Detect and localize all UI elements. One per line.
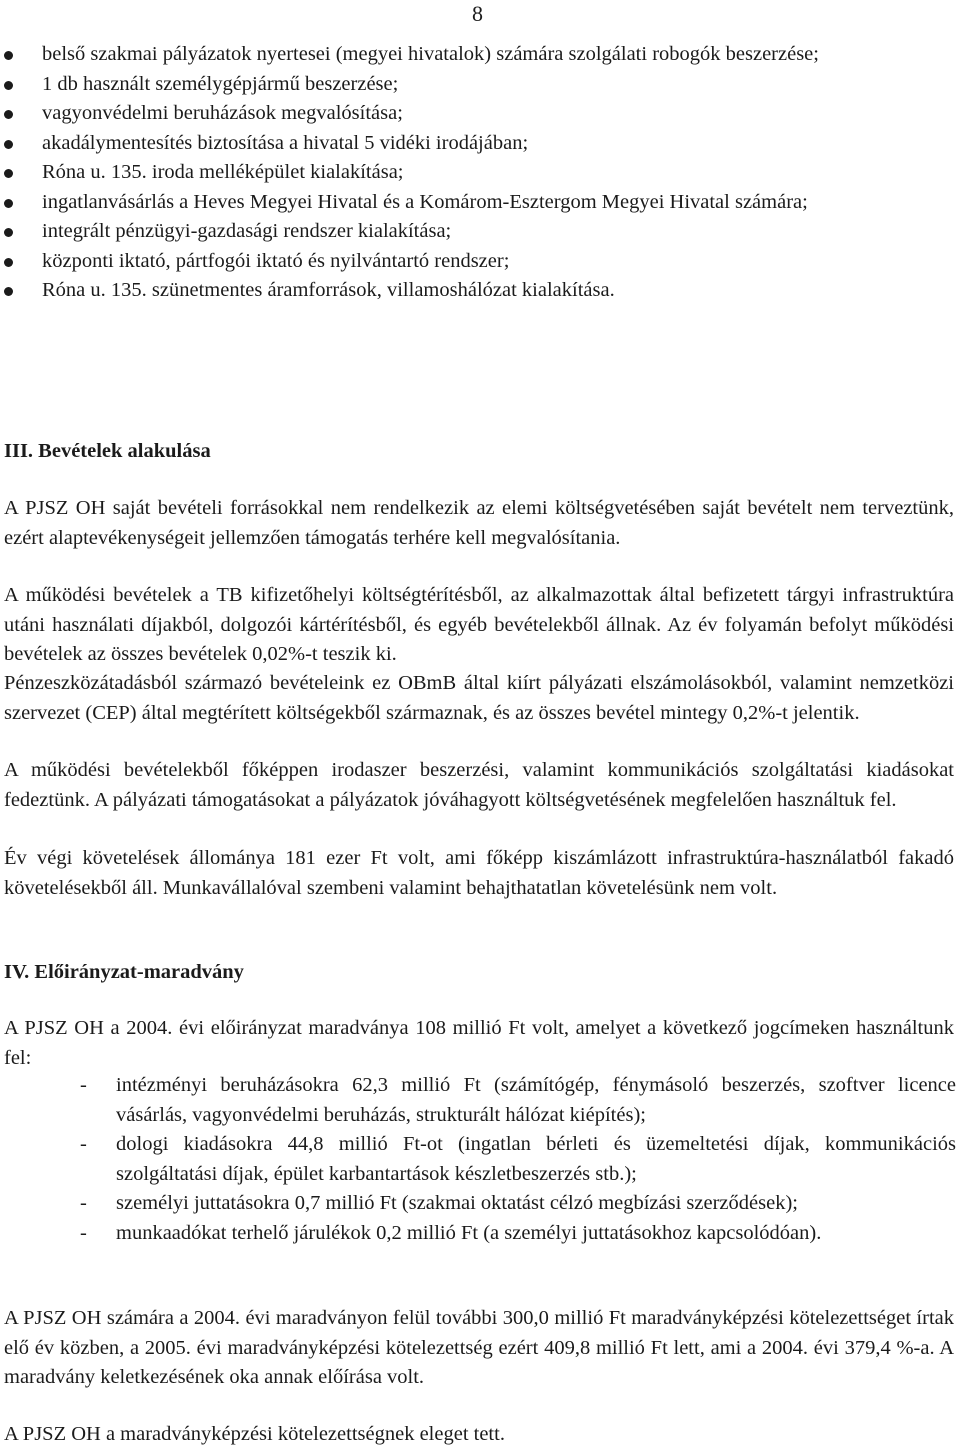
list-item-text: munkaadókat terhelő járulékok 0,2 millió Ft (a személyi juttatásokhoz kapcsolódóan). — [116, 1221, 822, 1244]
bullet-icon — [4, 51, 13, 60]
dash-icon: - — [80, 1074, 87, 1096]
list-item-text: akadálymentesítés biztosítása a hivatal 5 vidéki irodájában; — [42, 131, 529, 154]
dash-icon: - — [80, 1221, 87, 1244]
bullet-icon — [4, 169, 13, 178]
list-item — [0, 217, 960, 247]
bullet-list — [0, 40, 960, 306]
bullet-icon — [4, 140, 13, 149]
bullet-icon — [4, 228, 13, 237]
list-item-text: személyi juttatásokra 0,7 millió Ft (szakmai oktatást célzó megbízási szerződések); — [116, 1192, 798, 1214]
bullet-icon — [4, 81, 13, 90]
paragraph: A PJSZ OH a 2004. évi előirányzat maradványa 108 millió Ft volt, amelyet a következő jogcímeken használtunk fel: — [4, 1017, 954, 1069]
list-item-text: vagyonvédelmi beruházások megvalósítása; — [42, 102, 403, 124]
paragraph: Év végi követelések állománya 181 ezer Ft volt, ami főképp kiszámlázott infrastruktúra-használatból fakadó követelésekből áll. Munkavállalóval szembeni valamint behajthatatlan követelésünk nem volt. — [4, 847, 954, 899]
section-heading-revenues: III. Bevételek alakulása — [4, 440, 211, 462]
list-item-text: dologi kiadásokra 44,8 millió Ft-ot (ingatlan bérleti és üzemeltetési díjak, kommunikációs szolgáltatási díjak, épület karbantartások készletbeszerzés stb.); — [116, 1133, 956, 1185]
page-number: 8 — [472, 1, 483, 26]
paragraph: A PJSZ OH számára a 2004. évi maradványon felül további 300,0 millió Ft maradványképzési kötelezettséget írtak elő év közben, a 2005. évi maradványképzési kötelezettség ezért 409,8 millió Ft lett, ami a 2004. évi 379,4 %-a. A maradvány keletkezésének oka annak előírása volt. — [4, 1307, 954, 1388]
dash-icon: - — [80, 1192, 87, 1214]
list-item-text: 1 db használt személygépjármű beszerzése; — [42, 72, 399, 95]
list-item-text: Róna u. 135. szünetmentes áramforrások, villamoshálózat kialakítása. — [42, 279, 615, 301]
bullet-icon — [4, 110, 13, 119]
list-item — [0, 1219, 960, 1249]
list-item — [0, 276, 960, 306]
bullet-icon — [4, 258, 13, 267]
list-item — [0, 129, 960, 159]
list-item — [0, 158, 960, 188]
list-item — [0, 188, 960, 218]
paragraph: A működési bevételekből főképpen irodaszer beszerzési, valamint kommunikációs szolgáltatási kiadásokat fedeztünk. A pályázati támogatásokat a pályázatok jóváhagyott költségvetésének megfelelően használtuk fel. — [4, 759, 954, 811]
paragraph: Pénzeszközátadásból származó bevételeink ez OBmB által kiírt pályázati elszámolásokból, valamint nemzetközi szervezet (CEP) által megtérített költségekből származnak, és az összes bevétel mintegy 0,2%-t jelentik. — [4, 672, 954, 724]
list-item — [0, 1130, 960, 1189]
list-item-text: központi iktató, pártfogói iktató és nyilvántartó rendszer; — [42, 249, 510, 272]
list-item — [0, 247, 960, 277]
list-item — [0, 1071, 960, 1130]
list-item — [0, 40, 960, 70]
paragraph: A PJSZ OH a maradványképzési kötelezettségnek eleget tett. — [4, 1423, 505, 1445]
list-item — [0, 99, 960, 129]
list-item-text: integrált pénzügyi-gazdasági rendszer kialakítása; — [42, 220, 452, 242]
paragraph: A PJSZ OH saját bevételi forrásokkal nem rendelkezik az elemi költségvetésében saját bevételt nem terveztünk, ezért alaptevékenységeit jellemzően támogatás terhére kell megvalósítania. — [4, 497, 954, 549]
section-heading-residual: IV. Előirányzat-maradvány — [4, 961, 244, 983]
list-item-text: ingatlanvásárlás a Heves Megyei Hivatal és a Komárom-Esztergom Megyei Hivatal számára; — [42, 190, 808, 213]
dash-list — [0, 1071, 960, 1248]
list-item-text: Róna u. 135. iroda melléképület kialakítása; — [42, 161, 404, 183]
dash-icon: - — [80, 1133, 87, 1155]
paragraph: A működési bevételek a TB kifizetőhelyi költségtérítésből, az alkalmazottak által befizetett tárgyi infrastruktúra utáni használati díjakból, dolgozói kártérítésből, és egyéb bevételekből állnak. Az év folyamán befolyt működési bevételek az összes bevételek 0,02%-t teszik ki. — [4, 584, 954, 665]
bullet-icon — [4, 199, 13, 208]
list-item — [0, 1189, 960, 1219]
list-item-text: belső szakmai pályázatok nyertesei (megyei hivatalok) számára szolgálati robogók beszerzése; — [42, 43, 819, 65]
list-item — [0, 70, 960, 100]
list-item-text: intézményi beruházásokra 62,3 millió Ft (számítógép, fénymásoló beszerzés, szoftver licence vásárlás, vagyonvédelmi beruházás, strukturált hálózat kiépítés); — [116, 1074, 956, 1126]
bullet-icon — [4, 287, 13, 296]
